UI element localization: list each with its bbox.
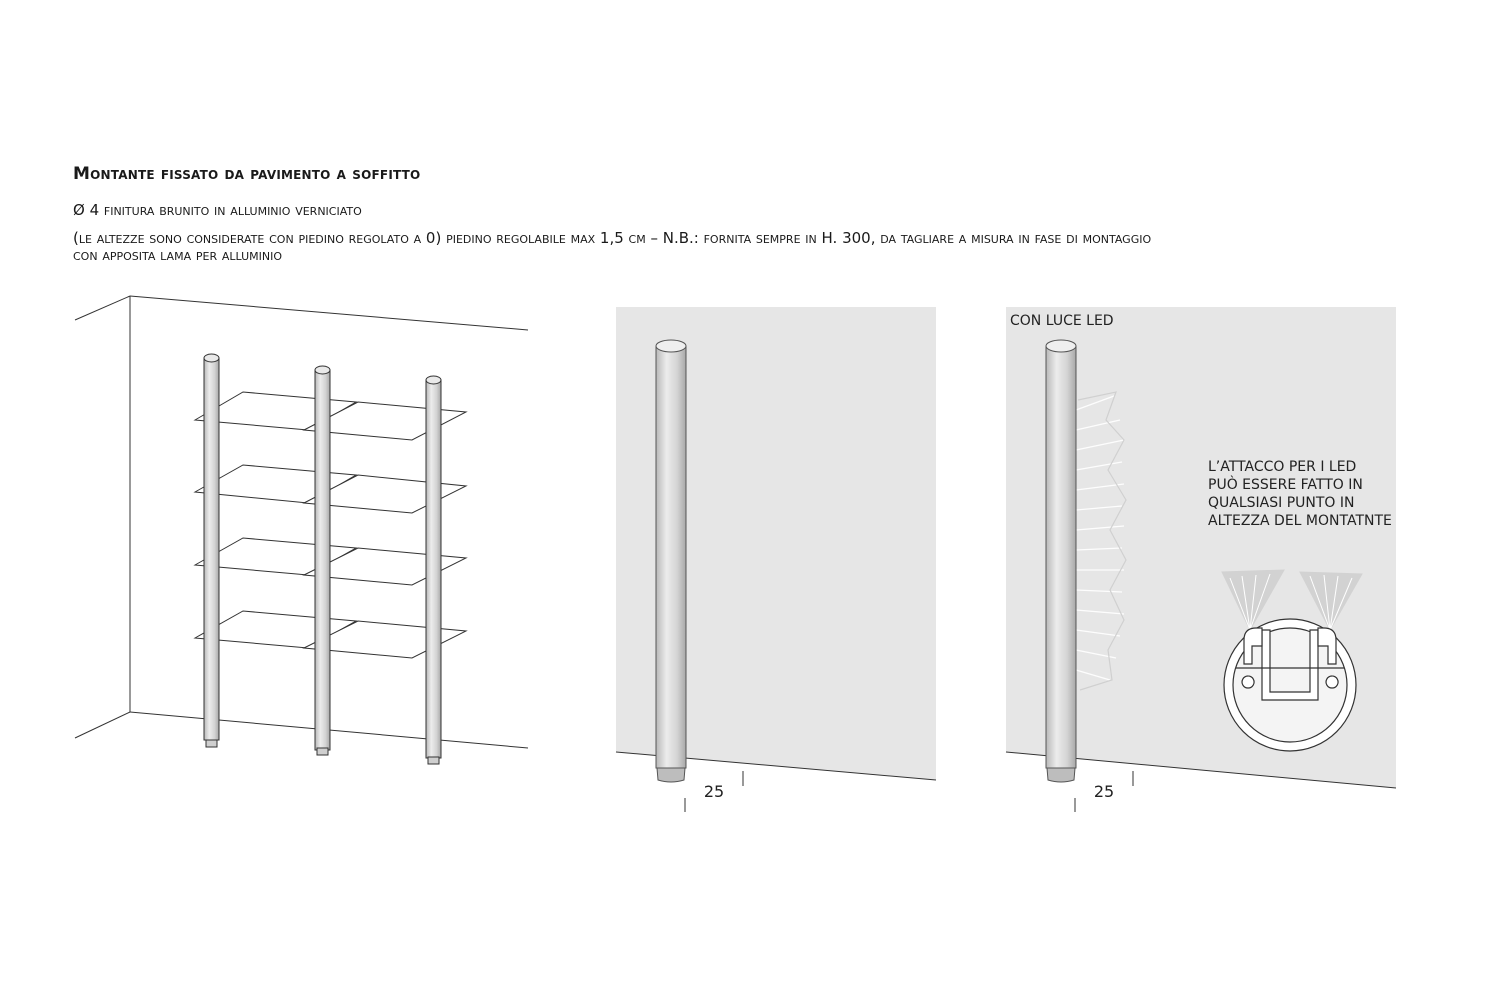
page-title: Montante fissato da pavimento a soffitto <box>73 164 421 184</box>
dimension-label: 25 <box>703 782 725 801</box>
led-note-line: L’ATTACCO PER I LED <box>1208 459 1357 475</box>
shelving-unit-illustration <box>75 296 528 764</box>
pole <box>315 366 330 755</box>
wall-line-top-left <box>75 296 130 320</box>
led-pole-panel <box>1006 307 1396 812</box>
dimension-label: 25 <box>1093 782 1115 801</box>
led-note-line: PUÒ ESSERE FATTO IN <box>1208 477 1363 493</box>
pole <box>656 340 686 782</box>
note-line-1: (le altezze sono considerate con piedino regolato a 0) piedino regolabile max 1,5 cm – N.B.: fornita sempre in H. 300, da tagliare a misura in fase di montaggio <box>73 229 1152 247</box>
led-note-line: QUALSIASI PUNTO IN <box>1208 495 1355 511</box>
pole-detail-panel <box>616 307 936 812</box>
pole <box>426 376 441 764</box>
wall-line-top <box>130 296 528 330</box>
note-line-2: con apposita lama per alluminio <box>73 246 283 264</box>
led-label: CON LUCE LED <box>1010 313 1114 329</box>
led-note-line: ALTEZZA DEL MONTATNTE <box>1208 513 1392 529</box>
floor-line-left <box>75 712 130 738</box>
led-pole <box>1046 340 1076 782</box>
spec-line: Ø 4 finitura brunito in alluminio verniciato <box>73 201 362 219</box>
pole <box>204 354 219 747</box>
